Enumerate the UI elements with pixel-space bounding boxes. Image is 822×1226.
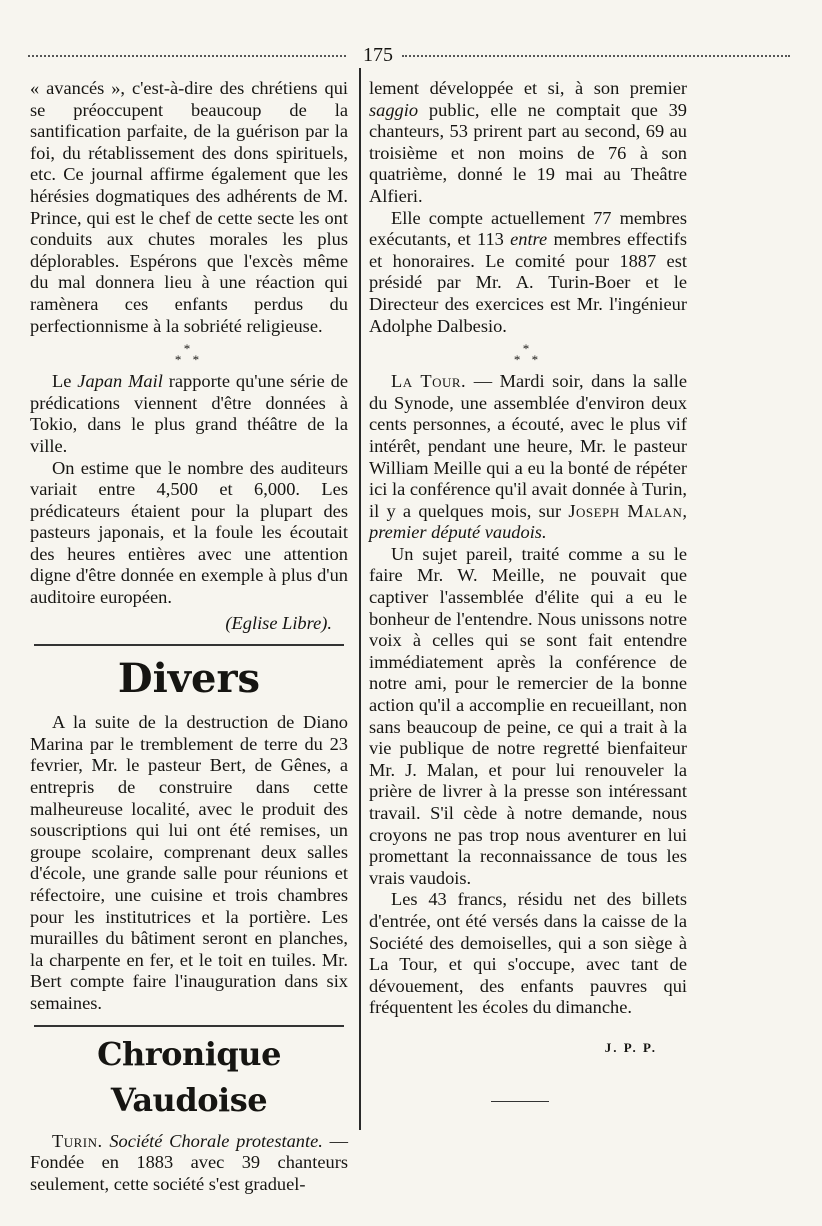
right-paragraph-2: [369, 208, 687, 338]
right-paragraph-4: Un sujet pareil, traité comme a su le faire Mr. W. Meille, ne pouvait que captiver l'assemblée d'élite qui a eu le bonheur de l'entendre. Nous unissons notre voix à celles qui se sont fait entendre immédiatement après la conférence de notre ami, pour le remercier de la bonne action qu'il a accomplie en recueillant, non sans beaucoup de peine, ce qui a trait à la vie publique de notre regretté bienfaiteur Mr. J. Malan, et pour lui renouveler la prière de livrer à la presse son intéressant travail. S'il cède à notre demande, nous croyons ne pas trop nous aventurer en lui promettant la reconnaissance de tous les vrais vaudois.: [369, 543, 687, 888]
page-number: 175: [363, 44, 393, 66]
end-rule: [491, 1101, 549, 1102]
society-name: Société Chorale protestante.: [109, 1130, 323, 1151]
right-paragraph-5: Les 43 francs, résidu net des billets d'entrée, ont été versés dans la caisse de la Société des demoiselles, qui a son siège à La Tour, et qui s'occupe, avec tant de dévouement, des enfants pauvres qui fréquentent les écoles du dimanche.: [369, 889, 687, 1018]
left-column: [30, 78, 348, 1195]
section-heading-divers: Divers: [117, 655, 261, 703]
asterism-divider: * * *: [174, 341, 204, 368]
page-header: [28, 44, 790, 68]
source-attribution: (Eglise Libre).: [225, 612, 332, 633]
italic-word: saggio: [369, 99, 419, 120]
left-paragraph-1: « avancés », c'est-à-dire des chrétiens qui se préoccupent beaucoup de la santification parfaite, de la guérison par la foi, du rétablissement des dons spirituels, etc. Ce journal affirme également que les hérésies dogmatiques des adhérents de M. Prince, qui est le chef de cette secte les ont conduits aux chutes morales les plus déplorables. Espérons que l'excès même du mal donnera lieu à une réaction qui ramènera ces enfants perdus du perfectionnisme à la sobriété religieuse.: [30, 78, 348, 336]
person-name: Joseph Malan: [568, 500, 683, 521]
asterism-divider: * * *: [513, 341, 543, 368]
left-paragraph-5: [30, 1131, 348, 1196]
text-run: Le: [52, 371, 78, 392]
text-run: — Fondée en 1883 avec 39 chanteurs seulement, cette société s'est graduel-: [30, 1130, 348, 1194]
header-dotted-rule-left: [28, 55, 346, 57]
italic-title: , premier député vaudois.: [369, 500, 687, 543]
left-paragraph-4: A la suite de la destruction de Diano Marina par le tremblement de terre du 23 fevrier, Mr. le pasteur Bert, de Gênes, a entrepris de construire dans cette malheureuse localité, avec le produit des souscriptions qui lui ont été remises, un groupe scolaire, comprenant deux salles d'école, une grande salle pour réunions et réfectoire, une cuisine et trois chambres pour les institutrices et la portière. Les murailles du bâtiment seront en planches, la charpente en fer, et le toit en tuiles. Mr. Bert compte faire l'inauguration dans six semaines.: [30, 712, 348, 1013]
publication-title: Japan Mail: [77, 371, 163, 392]
place-name: La Tour.: [391, 371, 467, 392]
header-dotted-rule-right: [402, 55, 790, 57]
column-divider: [359, 68, 361, 1130]
text-run: rapporte qu'une série de prédications viennent d'être données à Tokio, dans le plus grand théâtre de la ville.: [30, 371, 348, 456]
text-run: Elle compte actuellement 77 membres exécutants, et 113: [369, 207, 687, 250]
left-paragraph-3: On estime que le nombre des auditeurs variait entre 4,500 et 6,000. Les prédicateurs étaient pour la plupart des pasteurs japonais, et la foule les écoutait des heures entières avec une attention digne d'être donnée en exemple à plus d'un auditoire européen.: [30, 457, 348, 608]
italic-word: entre: [510, 229, 548, 250]
section-rule: [34, 1025, 344, 1027]
section-heading-chronique: Chronique Vaudoise: [97, 1034, 281, 1119]
text-run: lement développée et si, à son premier: [369, 78, 687, 98]
author-signature: J. P. P.: [604, 1039, 657, 1055]
left-paragraph-2: [30, 371, 348, 457]
right-paragraph-3: [369, 371, 687, 544]
place-name: Turin.: [52, 1130, 103, 1151]
text-run: membres effectifs et honoraires. Le comité pour 1887 est présidé par Mr. A. Turin-Boer et le Directeur des exercices est Mr. l'ingénieur Adolphe Dalbesio.: [369, 229, 687, 336]
text-run: — Mardi soir, dans la salle du Synode, une assemblée d'environ deux cents personnes, a écouté, avec le plus vif intérêt, pendant une heure, Mr. le pasteur William Meille qui a eu la bonté de répéter ici la conférence qu'il avait donnée à Turin, il y a quelques mois, sur: [369, 371, 687, 521]
right-column: [369, 78, 687, 1102]
section-rule: [34, 644, 344, 646]
right-paragraph-1: [369, 78, 687, 208]
text-run: public, elle ne comptait que 39 chanteurs, 53 prirent part au second, 69 au troisième et non moins de 76 à son quatrième, donné le 19 mai au Theâtre Alfieri.: [369, 99, 687, 206]
